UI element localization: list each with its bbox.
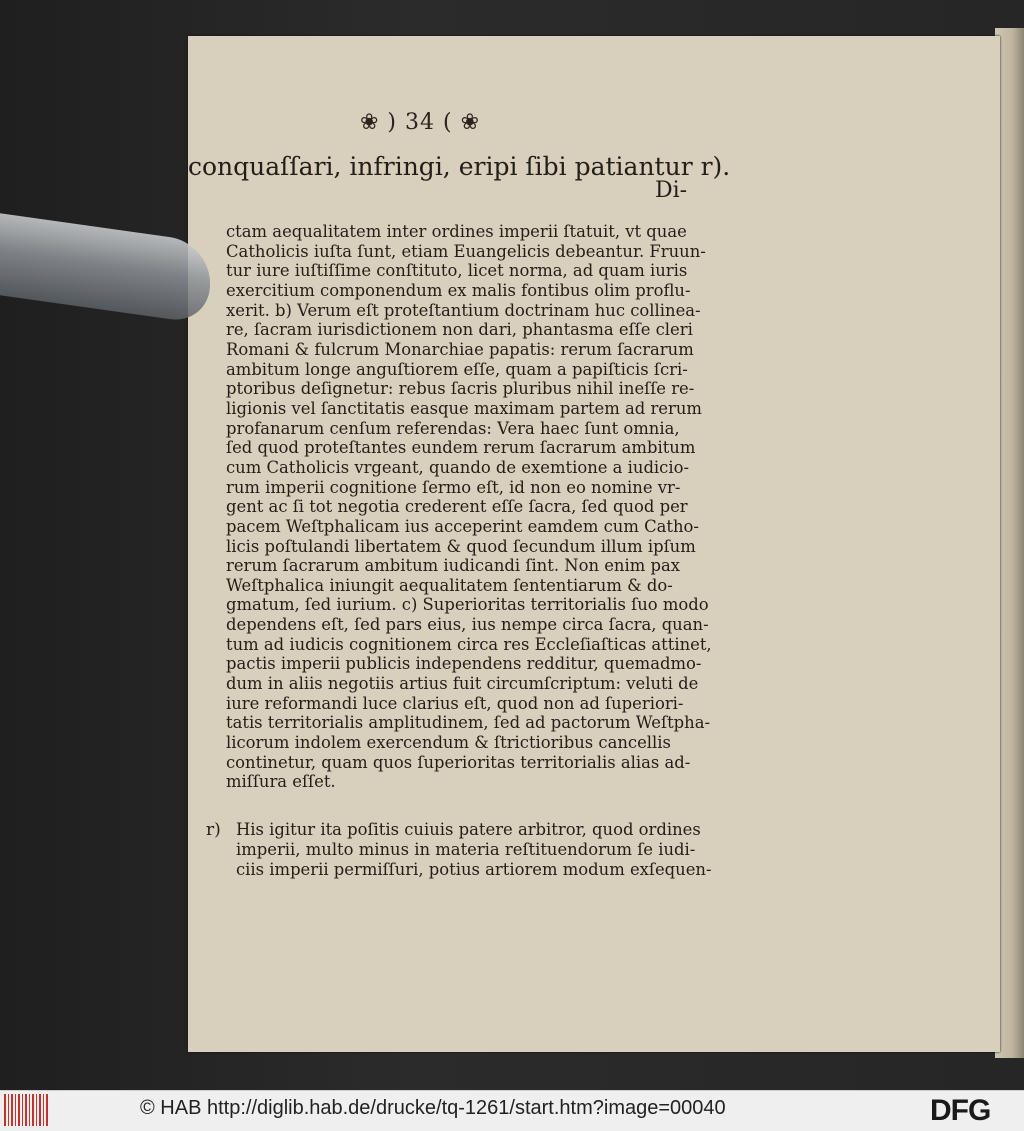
text-line: Weſtphalica iniungit aequalitatem ſententiarum & do- — [226, 575, 673, 595]
text-line: ſed quod proteſtantes eundem rerum ſacrarum ambitum — [226, 438, 696, 458]
source-url[interactable]: © HAB http://diglib.hab.de/drucke/tq-1261/start.htm?image=00040 — [140, 1097, 726, 1119]
text-line: exercitium componendum ex malis fontibus olim proflu- — [226, 280, 691, 300]
text-line: ambitum longe anguſtiorem eſſe, quam a papiſticis ſcri- — [226, 359, 688, 379]
text-line: continetur, quam quos ſuperioritas territorialis alias ad- — [226, 752, 691, 772]
text-line: pactis imperii publicis independens redditur, quemadmo- — [226, 654, 702, 674]
text-line: gmatum, ſed iurium. c) Superioritas territorialis ſuo modo — [226, 595, 709, 615]
text-line: rum imperii cognitione ſermo eſt, id non eo nomine vr- — [226, 477, 681, 497]
dfg-logo[interactable]: DFG — [930, 1094, 991, 1127]
text-line: ptoribus deſignetur: rebus ſacris pluribus nihil ineſſe re- — [226, 379, 695, 399]
text-line: dum in aliis negotiis artius fuit circumſcriptum: veluti de — [226, 674, 699, 694]
text-line: Romani & fulcrum Monarchiae papatis: rerum ſacrarum — [226, 339, 694, 359]
text-line: tum ad iudicis cognitionem circa res Eccleſiaſticas attinet, — [226, 634, 712, 654]
text-line: ligionis vel ſanctitatis easque maximam partem ad rerum — [226, 398, 702, 418]
text-line: gent ac ſi tot negotia crederent eſſe ſacra, ſed quod per — [226, 497, 688, 517]
page-header: ❀ ) 34 ( ❀ — [360, 110, 480, 135]
text-line: xerit. b) Verum eſt proteſtantium doctrinam huc collinea- — [226, 300, 701, 320]
footnote-line: ciis imperii permiſſuri, potius artiorem modum exſequen- — [236, 860, 712, 879]
text-line: re, ſacram iurisdictionem non dari, phantasma eſſe cleri — [226, 320, 693, 340]
text-line: iure reformandi luce clarius eſt, quod non ad ſuperiori- — [226, 693, 684, 713]
text-line: miſſura eſſet. — [226, 772, 336, 792]
text-line: licis poſtulandi libertatem & quod ſecundum illum ipſum — [226, 536, 696, 556]
text-line: licorum indolem exercendum & ſtrictioribus cancellis — [226, 733, 671, 753]
text-line: tatis territorialis amplitudinem, ſed ad pactorum Weſtpha- — [226, 713, 711, 733]
footnote-marker: r) — [206, 820, 221, 840]
catchword: Di- — [655, 178, 688, 203]
text-line: profanarum cenſum referendas: Vera haec ſunt omnia, — [226, 418, 680, 438]
barcode-icon — [4, 1094, 48, 1126]
text-line: Catholicis iuſta ſunt, etiam Euangelicis debeantur. Fruun- — [226, 241, 706, 261]
text-line: pacem Weſtphalicam ius acceperint eamdem cum Catho- — [226, 516, 699, 536]
text-line: tur iure iuſtiſſime conſtituto, licet norma, ad quam iuris — [226, 261, 688, 281]
text-line: ctam aequalitatem inter ordines imperii ſtatuit, vt quae — [226, 222, 687, 241]
text-line: cum Catholicis vrgeant, quando de exemtione a iudicio- — [226, 457, 690, 477]
footnote-line: imperii, multo minus in materia reſtituendorum ſe iudi- — [236, 840, 696, 859]
body-text — [226, 222, 730, 792]
footnote-line: His igitur ita poſitis cuiuis patere arbitror, quod ordines — [236, 820, 701, 839]
continuation-line: conquaſſari, infringi, eripi ſibi patiantur r). — [188, 152, 731, 181]
footnote-text — [236, 820, 736, 880]
text-line: rerum ſacrarum ambitum iudicandi ſint. Non enim pax — [226, 556, 680, 576]
text-line: dependens eſt, ſed pars eius, ius nempe circa ſacra, quan- — [226, 615, 709, 635]
